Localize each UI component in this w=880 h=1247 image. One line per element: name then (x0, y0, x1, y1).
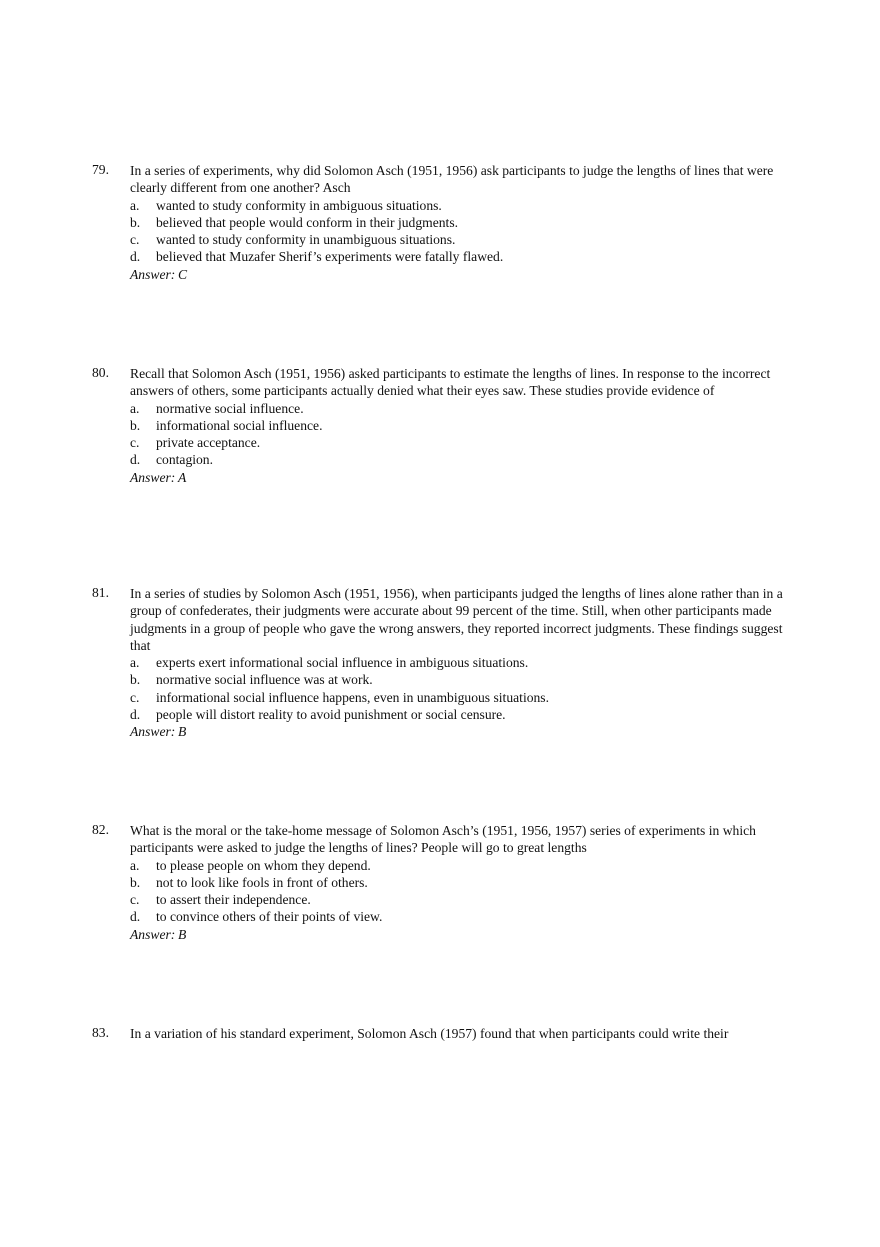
option-text: to please people on whom they depend. (156, 857, 371, 873)
option-letter: d. (130, 909, 141, 925)
option-text: wanted to study conformity in unambiguous situations. (156, 232, 456, 248)
answer-label: Answer: (130, 926, 176, 942)
option-c (130, 231, 792, 248)
option-c (130, 689, 792, 706)
option-letter: b. (130, 417, 141, 433)
option-letter: a. (130, 400, 140, 416)
option-text: informational social influence happens, even in unambiguous situations. (156, 689, 549, 705)
question-stem: In a series of experiments, why did Solomon Asch (1951, 1956) ask participants to judge the lengths of lines that were clearly different from one another? Asch (130, 163, 774, 196)
answer-value: A (178, 469, 187, 485)
question-stem: Recall that Solomon Asch (1951, 1956) asked participants to estimate the lengths of lines. In response to the incorrect answers of others, some participants actually denied what their eyes saw. These studies provide evidence of (130, 366, 771, 399)
option-b (130, 417, 792, 434)
question-number: 80. (92, 365, 109, 380)
question-stem: In a series of studies by Solomon Asch (1951, 1956), when participants judged the lengths of lines alone rather than in a group of confederates, their judgments were accurate about 99 percent of the time. Still, when other participants made judgments in a group of people who gave the wrong answers, they reported incorrect judgments. These findings suggest that (130, 586, 783, 653)
option-c (130, 891, 792, 908)
option-b (130, 874, 792, 891)
option-b (130, 214, 792, 231)
option-text: to convince others of their points of view. (156, 909, 383, 925)
option-letter: d. (130, 707, 141, 723)
option-text: wanted to study conformity in ambiguous situations. (156, 197, 442, 213)
option-d (130, 908, 792, 925)
question-83 (92, 1025, 792, 1042)
option-d (130, 451, 792, 468)
question-number: 81. (92, 585, 109, 600)
answer-line (130, 723, 792, 740)
question-number: 82. (92, 822, 109, 837)
option-text: not to look like fools in front of others. (156, 874, 368, 890)
option-letter: d. (130, 249, 141, 265)
question-stem: In a variation of his standard experiment, Solomon Asch (1957) found that when participants could write their (130, 1026, 729, 1041)
option-text: believed that people would conform in their judgments. (156, 214, 459, 230)
option-text: informational social influence. (156, 417, 323, 433)
option-a (130, 400, 792, 417)
option-d (130, 248, 792, 265)
option-a (130, 654, 792, 671)
answer-value: B (178, 724, 187, 740)
option-b (130, 671, 792, 688)
answer-label: Answer: (130, 266, 176, 282)
option-text: experts exert informational social influence in ambiguous situations. (156, 655, 529, 671)
option-a (130, 857, 792, 874)
question-stem: What is the moral or the take-home message of Solomon Asch’s (1951, 1956, 1957) series of experiments in which participants were asked to judge the lengths of lines? People will go to great lengths (130, 823, 756, 856)
answer-line (130, 469, 792, 486)
option-letter: c. (130, 435, 140, 451)
question-number: 83. (92, 1025, 109, 1040)
question-79 (92, 162, 792, 283)
answer-value: C (178, 266, 188, 282)
answer-value: B (178, 926, 187, 942)
answer-line (130, 926, 792, 943)
option-text: contagion. (156, 452, 214, 468)
option-letter: b. (130, 874, 141, 890)
answer-label: Answer: (130, 469, 176, 485)
option-text: believed that Muzafer Sherif’s experiments were fatally flawed. (156, 249, 504, 265)
question-81 (92, 585, 792, 741)
option-a (130, 197, 792, 214)
answer-line (130, 266, 792, 283)
option-text: to assert their independence. (156, 892, 311, 908)
question-80 (92, 365, 792, 486)
option-letter: a. (130, 655, 140, 671)
option-letter: a. (130, 857, 140, 873)
option-letter: a. (130, 197, 140, 213)
option-c (130, 434, 792, 451)
option-letter: d. (130, 452, 141, 468)
option-letter: c. (130, 689, 140, 705)
option-letter: b. (130, 672, 141, 688)
answer-label: Answer: (130, 724, 176, 740)
option-text: normative social influence was at work. (156, 672, 373, 688)
option-text: private acceptance. (156, 435, 261, 451)
question-82 (92, 822, 792, 943)
question-number: 79. (92, 162, 109, 177)
option-letter: c. (130, 892, 140, 908)
option-text: people will distort reality to avoid punishment or social censure. (156, 707, 506, 723)
option-text: normative social influence. (156, 400, 304, 416)
option-letter: c. (130, 232, 140, 248)
option-letter: b. (130, 214, 141, 230)
option-d (130, 706, 792, 723)
